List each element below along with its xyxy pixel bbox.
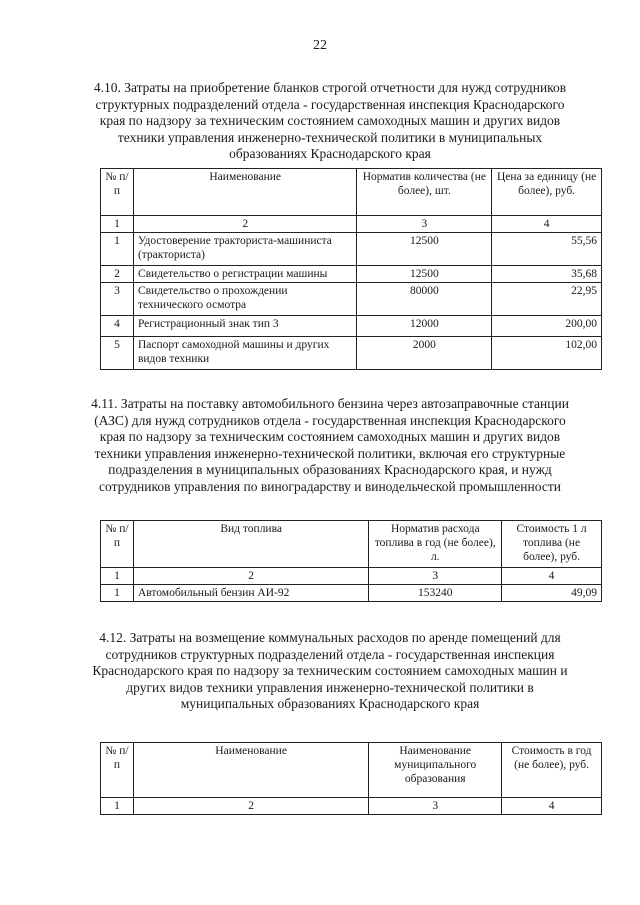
header-fuel-cost: Стоимость 1 л топлива (не более), руб.	[502, 521, 602, 568]
row-fuel-type: Автомобильный бензин АИ-92	[133, 585, 368, 602]
header-quantity: Норматив количества (не более), шт.	[357, 169, 492, 216]
index-cell: 2	[133, 568, 368, 585]
column-index-row	[101, 568, 602, 585]
index-cell: 3	[357, 216, 492, 233]
row-fuel-norm: 153240	[369, 585, 502, 602]
utilities-table	[100, 742, 602, 815]
row-quantity: 80000	[357, 283, 492, 316]
row-number: 4	[101, 316, 134, 337]
row-quantity: 12000	[357, 316, 492, 337]
header-number: № п/п	[101, 169, 134, 216]
blank-forms-table	[100, 168, 602, 370]
index-cell: 3	[369, 798, 502, 815]
index-cell: 2	[133, 798, 368, 815]
row-quantity: 12500	[357, 266, 492, 283]
header-fuel-type: Вид топлива	[133, 521, 368, 568]
table-row	[101, 233, 602, 266]
row-quantity: 2000	[357, 337, 492, 370]
row-number: 3	[101, 283, 134, 316]
row-name: Свидетельство о регистрации машины	[133, 266, 357, 283]
header-annual-cost: Стоимость в год (не более), руб.	[502, 743, 602, 798]
row-name: Свидетельство о прохождении технического осмотра	[133, 283, 357, 316]
header-number: № п/п	[101, 521, 134, 568]
row-price: 102,00	[492, 337, 602, 370]
index-cell: 4	[502, 568, 602, 585]
section-4-10-heading: 4.10. Затраты на приобретение бланков строгой отчетности для нужд сотрудников структурных подразделений отдела - государственная инспекция Краснодарского края по надзору за техническим состоянием самоходных машин и других видов техники управления инженерно-технической политики в муниципальных образованиях Краснодарского края	[93, 80, 567, 161]
row-number: 5	[101, 337, 134, 370]
column-index-row	[101, 216, 602, 233]
index-cell: 1	[101, 568, 134, 585]
header-number: № п/п	[101, 743, 134, 798]
index-cell: 3	[369, 568, 502, 585]
row-price: 35,68	[492, 266, 602, 283]
fuel-table	[100, 520, 602, 602]
header-name: Наименование	[133, 169, 357, 216]
row-number: 2	[101, 266, 134, 283]
table-row	[101, 585, 602, 602]
row-price: 200,00	[492, 316, 602, 337]
row-price: 22,95	[492, 283, 602, 316]
row-number: 1	[101, 585, 134, 602]
table-header-row	[101, 743, 602, 798]
column-index-row	[101, 798, 602, 815]
index-cell: 1	[101, 798, 134, 815]
table-header-row	[101, 169, 602, 216]
table-header-row	[101, 521, 602, 568]
index-cell: 1	[101, 216, 134, 233]
row-price: 55,56	[492, 233, 602, 266]
index-cell: 4	[502, 798, 602, 815]
row-number: 1	[101, 233, 134, 266]
row-name: Регистрационный знак тип 3	[133, 316, 357, 337]
table-row	[101, 316, 602, 337]
section-4-11-heading: 4.11. Затраты на поставку автомобильного бензина через автозаправочные станции (АЗС) для нужд сотрудников отдела - государственная инспекция Краснодарского края по надзору за техническим состоянием самоходных машин и других видов техники управления инженерно-технической политики, включая его структурные подразделения в муниципальных образованиях Краснодарского края, и нужд сотрудников управления по виноградарству и винодельческой промышленности	[91, 396, 569, 494]
section-4-12-heading: 4.12. Затраты на возмещение коммунальных расходов по аренде помещений для сотрудников структурных подразделений отдела - государственная инспекция Краснодарского края по надзору за техническим состоянием самоходных машин и других видов техники управления инженерно-технической политики в муниципальных образованиях Краснодарского края	[92, 630, 568, 711]
header-name: Наименование	[133, 743, 368, 798]
index-cell: 2	[133, 216, 357, 233]
table-row	[101, 337, 602, 370]
row-name: Удостоверение тракториста-машиниста (тракториста)	[133, 233, 357, 266]
table-row	[101, 266, 602, 283]
table-row	[101, 283, 602, 316]
header-municipality: Наименование муниципального образования	[369, 743, 502, 798]
page-number: 22	[313, 38, 327, 53]
row-fuel-cost: 49,09	[502, 585, 602, 602]
index-cell: 4	[492, 216, 602, 233]
row-quantity: 12500	[357, 233, 492, 266]
header-fuel-norm: Норматив расхода топлива в год (не более), л.	[369, 521, 502, 568]
header-price: Цена за единицу (не более), руб.	[492, 169, 602, 216]
row-name: Паспорт самоходной машины и других видов техники	[133, 337, 357, 370]
